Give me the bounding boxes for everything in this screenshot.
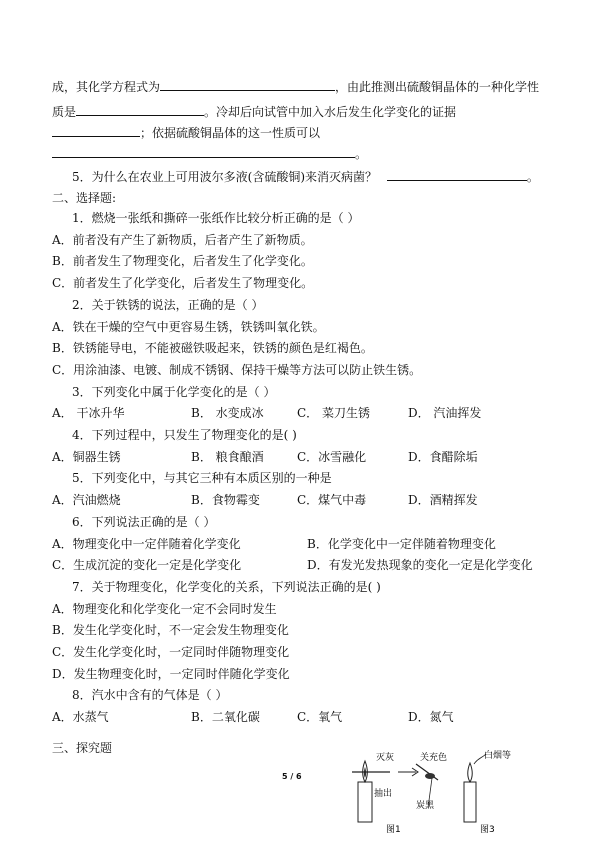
- option-item: C．氧气: [297, 710, 343, 725]
- option-pair-row: [0, 557, 595, 573]
- text-fragment: 。冷却后向试管中加入水后发生化学变化的证据: [204, 105, 457, 119]
- text-line: [52, 103, 456, 120]
- text-fragment: ，由此推测出硫酸铜晶体的一种化学性: [335, 80, 540, 94]
- option-item: B．二氧化碳: [191, 710, 260, 725]
- option-line: D．发生物理变化时，一定同时伴随化学变化: [52, 666, 290, 681]
- option-line: A．物理变化和化学变化一定不会同时发生: [52, 601, 277, 616]
- section-title-explore: 三、探究题: [52, 741, 113, 755]
- option-line: A．铁在干燥的空气中更容易生锈，铁锈叫氧化铁。: [52, 319, 325, 334]
- text-fragment: 成，其化学方程式为: [52, 80, 161, 94]
- answer-blank[interactable]: [76, 103, 204, 116]
- option-item: A．汽油燃烧: [52, 493, 121, 508]
- text-fragment: ；依据硫酸铜晶体的这一性质可以: [140, 126, 321, 140]
- option-item: D．食醋除垢: [408, 449, 478, 464]
- option-row: [0, 492, 595, 508]
- option-item: A．水蒸气: [52, 710, 109, 725]
- flame-3-icon: [468, 763, 473, 782]
- option-row: [0, 709, 595, 725]
- option-line: B．铁锈能导电，不能被磁铁吸起来，铁锈的颜色是红褐色。: [52, 341, 373, 356]
- answer-blank[interactable]: [160, 78, 335, 91]
- option-item: B． 水变成冰: [191, 406, 264, 421]
- option-item: C．生成沉淀的变化一定是化学变化: [52, 558, 242, 573]
- experiment-figure: [350, 748, 530, 838]
- answer-blank[interactable]: [52, 145, 355, 158]
- option-line: B．发生化学变化时，不一定会发生物理变化: [52, 623, 289, 638]
- option-pair-row: [0, 536, 595, 552]
- option-line: C．前者发生了化学变化，后者发生了物理变化。: [52, 276, 314, 291]
- page-number: 5 / 6: [282, 772, 302, 781]
- question-stem: 6．下列说法正确的是（ ）: [72, 514, 216, 529]
- question-stem: 1．燃烧一张纸和撕碎一张纸作比较分析正确的是（ ）: [72, 211, 360, 225]
- option-item: B．化学变化中一定伴随着物理变化: [307, 536, 496, 551]
- question-text: 5．为什么在农业上可用波尔多液(含硫酸铜)来消灭病菌？: [72, 170, 378, 184]
- option-item: B．食物霉变: [191, 493, 260, 508]
- question-stem: 2．关于铁锈的说法，正确的是（ ）: [72, 297, 264, 312]
- option-line: B．前者发生了物理变化，后者发生了化学变化。: [52, 254, 313, 269]
- section-title-choice: 二、选择题:: [52, 191, 117, 205]
- text-fragment: 。: [355, 147, 368, 161]
- figure-caption-1: 图1: [386, 825, 401, 835]
- option-item: C．冰雪融化: [297, 449, 367, 464]
- candle-3: [464, 782, 476, 822]
- figure-caption-3: 图3: [480, 825, 495, 835]
- answer-blank[interactable]: [387, 168, 527, 181]
- option-item: C．煤气中毒: [297, 493, 367, 508]
- text-line: [52, 145, 367, 162]
- option-row: [0, 449, 595, 465]
- option-line: C．用涂油漆、电镀、制成不锈钢、保持干燥等方法可以防止铁生锈。: [52, 362, 422, 377]
- option-row: [0, 405, 595, 421]
- option-item: A．铜器生锈: [52, 449, 121, 464]
- option-item: D．酒精挥发: [408, 493, 478, 508]
- figure-label-flame: 灭灰: [376, 753, 395, 763]
- question-5: [72, 168, 539, 185]
- question-stem: 8．汽水中含有的气体是（ ）: [72, 688, 228, 703]
- text-fragment: 。: [526, 170, 539, 184]
- option-item: D． 汽油挥发: [408, 406, 482, 421]
- option-item: D．氮气: [408, 710, 454, 725]
- option-line: A．前者没有产生了新物质，后者产生了新物质。: [52, 232, 313, 247]
- figure-label-smoke: 白烟等: [484, 751, 512, 761]
- option-line: C．发生化学变化时，一定同时伴随物理变化: [52, 645, 290, 659]
- candle-1: [358, 782, 372, 822]
- figure-label-pull: 抽出: [374, 789, 393, 799]
- question-stem: 3．下列变化中属于化学变化的是（ ）: [72, 384, 276, 399]
- option-item: B． 粮食酿酒: [191, 449, 264, 464]
- question-stem: 4．下列过程中，只发生了物理变化的是( ): [72, 428, 297, 442]
- figure-label-coal: 炭黑: [416, 801, 435, 811]
- text-fragment: 质是: [52, 105, 77, 119]
- option-item: A．物理变化中一定伴随着化学变化: [52, 536, 241, 551]
- option-item: D．有发光发热现象的变化一定是化学变化: [307, 558, 533, 573]
- question-stem: 5．下列变化中，与其它三种有本质区别的一种是: [72, 471, 332, 486]
- question-stem: 7．关于物理变化，化学变化的关系，下列说法正确的是( ): [72, 579, 381, 594]
- figure-label-white-smoke: 关充色: [420, 753, 448, 763]
- option-item: C． 菜刀生锈: [297, 406, 370, 421]
- text-line: [52, 124, 320, 141]
- option-item: A． 干冰升华: [52, 406, 125, 421]
- soot-mark: [425, 773, 435, 779]
- text-line: [52, 78, 539, 95]
- answer-blank[interactable]: [52, 124, 140, 137]
